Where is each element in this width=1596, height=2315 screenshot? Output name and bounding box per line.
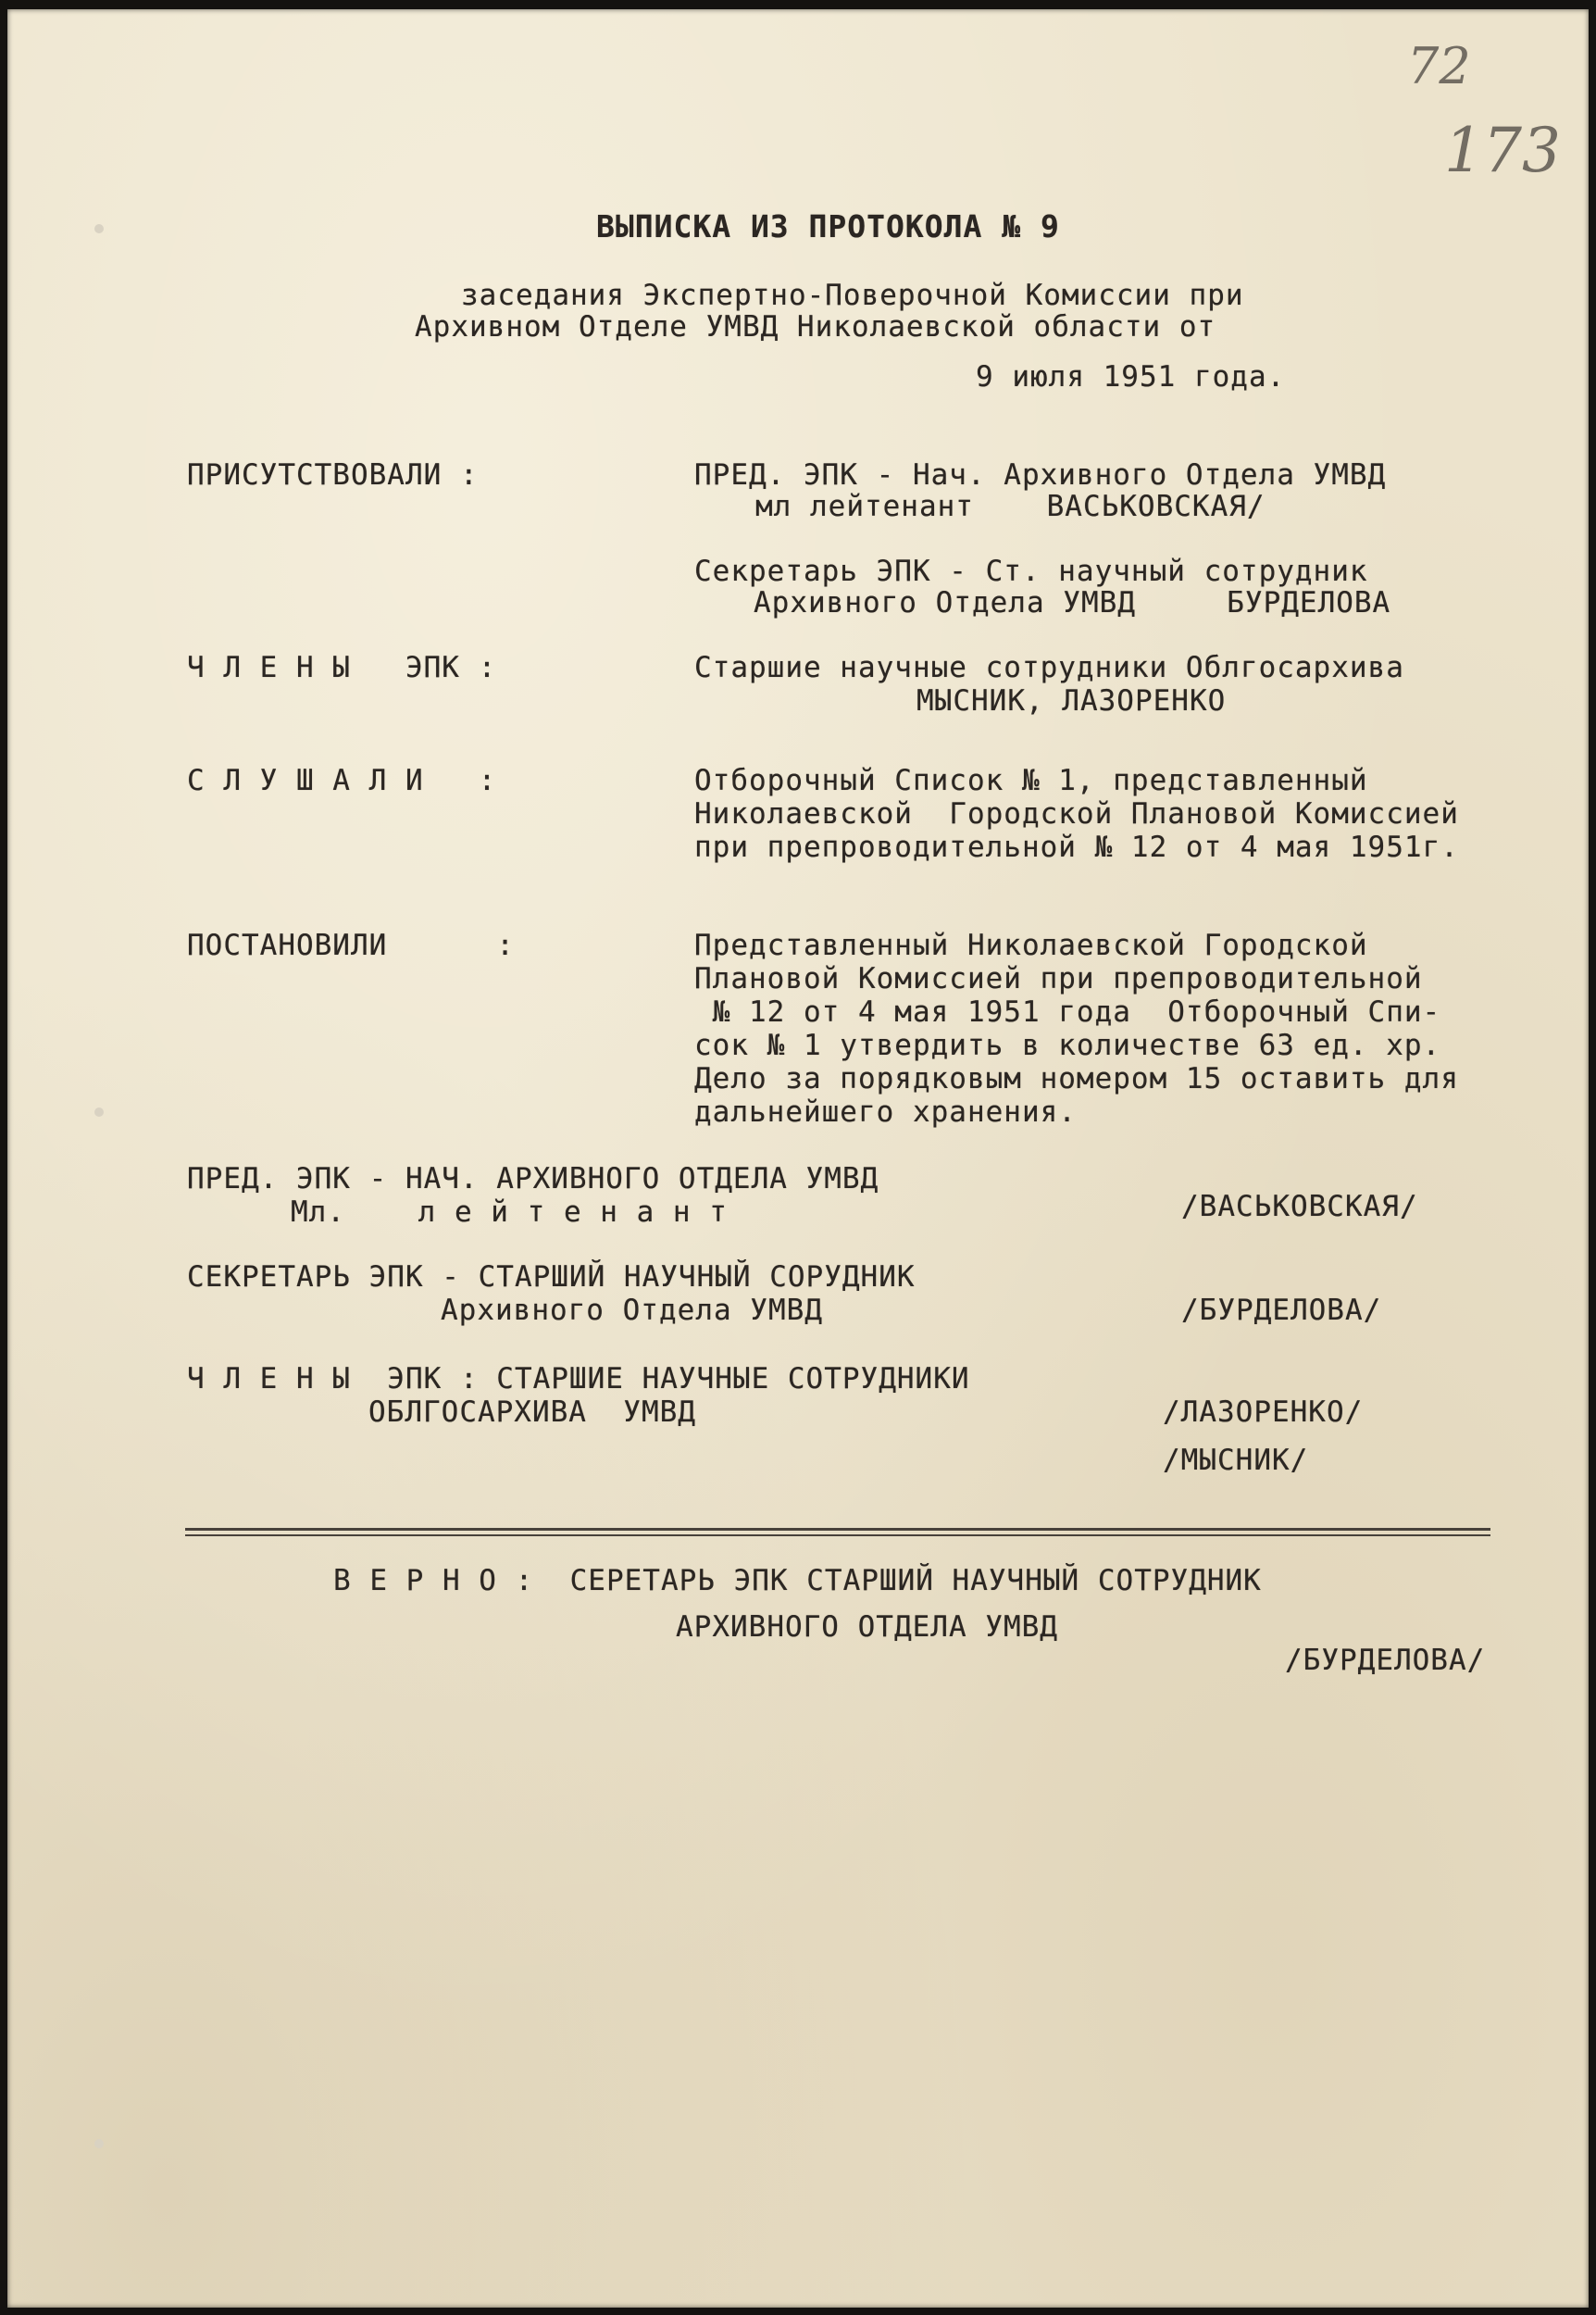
resolved-label: ПОСТАНОВИЛИ : <box>187 929 515 962</box>
signature-secretary-dept: Архивного Отдела УМВД <box>441 1294 823 1327</box>
present-chair-line-2: мл лейтенант ВАСЬКОВСКАЯ/ <box>755 490 1266 523</box>
members-line-1: Старшие научные сотрудники Облгосархива <box>694 651 1404 684</box>
heard-line-1: Отборочный Список № 1, представленный <box>694 764 1368 797</box>
signature-members-title: Ч Л Е Н Ы ЭПК : СТАРШИЕ НАУЧНЫЕ СОТРУДНИКИ <box>187 1362 970 1395</box>
resolved-line-5: Дело за порядковым номером 15 оставить для <box>694 1062 1459 1095</box>
document-sheet <box>7 9 1589 2308</box>
signature-secretary-name: /БУРДЕЛОВА/ <box>1181 1294 1382 1327</box>
heard-line-2: Николаевской Городской Плановой Комиссией <box>694 797 1459 831</box>
signature-chair-title: ПРЕД. ЭПК - НАЧ. АРХИВНОГО ОТДЕЛА УМВД <box>187 1162 879 1195</box>
divider-line <box>185 1528 1490 1531</box>
document-title: ВЫПИСКА ИЗ ПРОТОКОЛА № 9 <box>596 208 1060 244</box>
heard-label: С Л У Ш А Л И : <box>187 764 497 797</box>
heard-line-3: при препроводительной № 12 от 4 мая 1951г. <box>694 831 1459 864</box>
resolved-line-4: сок № 1 утвердить в количестве 63 ед. хр. <box>694 1029 1441 1062</box>
members-label: Ч Л Е Н Ы ЭПК : <box>187 651 497 684</box>
signature-member-name-2: /МЫСНИК/ <box>1163 1444 1309 1477</box>
signature-chair-name: /ВАСЬКОВСКАЯ/ <box>1181 1190 1418 1223</box>
signature-secretary-title: СЕКРЕТАРЬ ЭПК - СТАРШИЙ НАУЧНЫЙ СОРУДНИК <box>187 1260 916 1294</box>
document-date: 9 июля 1951 года. <box>976 360 1286 394</box>
certification-line-2: АРХИВНОГО ОТДЕЛА УМВД <box>676 1610 1058 1644</box>
present-chair-line-1: ПРЕД. ЭПК - Нач. Архивного Отдела УМВД <box>694 458 1387 492</box>
punch-hole <box>94 2139 104 2148</box>
certification-line-1: В Е Р Н О : СЕРЕТАРЬ ЭПК СТАРШИЙ НАУЧНЫЙ СОТРУДНИК <box>333 1564 1262 1597</box>
signature-chair-rank: Мл. л е й т е н а н т <box>291 1195 728 1229</box>
resolved-line-1: Представленный Николаевской Городской <box>694 929 1368 962</box>
certification-name: /БУРДЕЛОВА/ <box>1285 1644 1486 1677</box>
resolved-line-3: № 12 от 4 мая 1951 года Отборочный Спи- <box>694 995 1441 1029</box>
archive-page-number-upper: 72 <box>1407 37 1471 95</box>
punch-hole <box>94 1107 104 1117</box>
signature-member-name-1: /ЛАЗОРЕНКО/ <box>1163 1395 1364 1429</box>
present-secretary-line-2: Архивного Отдела УМВД БУРДЕЛОВА <box>754 586 1391 619</box>
punch-hole <box>94 224 104 233</box>
signature-members-dept: ОБЛГОСАРХИВА УМВД <box>368 1395 696 1429</box>
resolved-line-2: Плановой Комиссией при препроводительной <box>694 962 1423 995</box>
resolved-line-6: дальнейшего хранения. <box>694 1095 1077 1129</box>
present-secretary-line-1: Секретарь ЭПК - Ст. научный сотрудник <box>694 555 1368 588</box>
subtitle-line-2: Архивном Отделе УМВД Николаевской области от <box>415 310 1216 344</box>
members-line-2: МЫСНИК, ЛАЗОРЕНКО <box>916 684 1227 718</box>
divider-line <box>185 1534 1490 1536</box>
archive-page-number-lower: 173 <box>1444 115 1561 186</box>
subtitle-line-1: заседания Экспертно-Поверочной Комиссии при <box>461 279 1244 312</box>
present-label: ПРИСУТСТВОВАЛИ : <box>187 458 479 492</box>
